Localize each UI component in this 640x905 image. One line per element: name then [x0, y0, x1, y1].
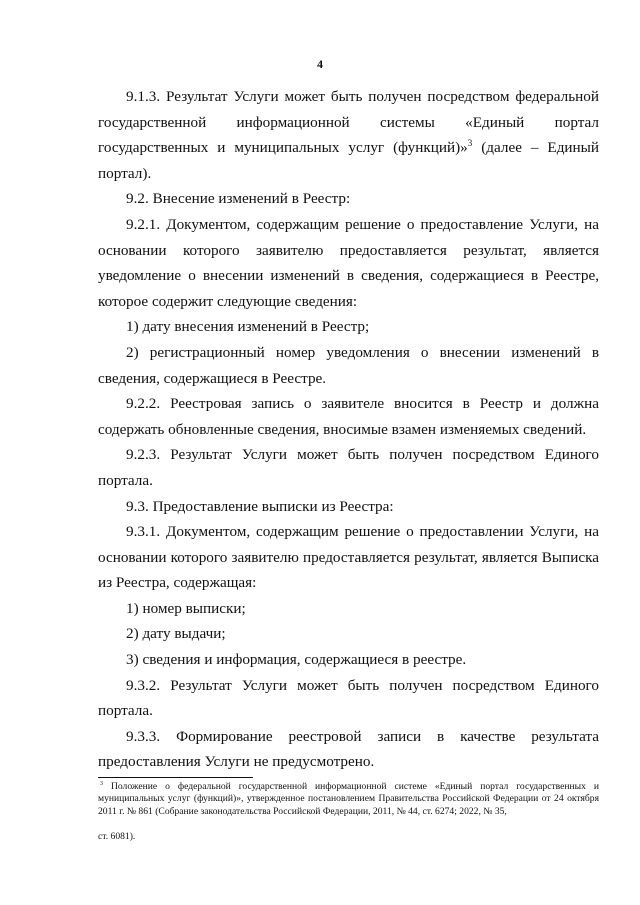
paragraph-9-1-3: [98, 84, 599, 186]
page-number: 4: [317, 57, 323, 71]
paragraph-text-tail: (далее – Единый портал).: [98, 139, 600, 182]
paragraph-9-2-2: 9.2.2. Реестровая запись о заявителе вносится в Реестр и должна содержать обновленные сведения, вносимые взамен изменяемых сведений.: [98, 395, 599, 438]
heading-9-2: 9.2. Внесение изменений в Реестр:: [126, 190, 351, 208]
paragraph-9-3-2: 9.3.2. Результат Услуги может быть получен посредством Единого портала.: [98, 676, 599, 720]
footnote-reference: 3: [467, 138, 473, 149]
footnote-continuation: ст. 6081).: [98, 831, 136, 842]
paragraph-9-3-3: 9.3.3. Формирование реестровой записи в качестве результата предоставления Услуги не предусмотрено.: [98, 727, 599, 771]
footnote-separator: [98, 777, 253, 778]
list-item-9-3-1-1: 1) номер выписки;: [126, 599, 246, 617]
document-body: [98, 84, 599, 775]
list-item-9-2-1-1: 1) дату внесения изменений в Реестр;: [126, 318, 370, 336]
paragraph-9-2-3: 9.2.3. Результат Услуги может быть получен посредством Единого портала.: [98, 446, 599, 489]
footnote-text: Положение о федеральной государственной информационной системе «Единый портал государственных и муниципальных услуг (функций)», утвержденное постановлением Правительства Российской Федерации от 24 октября 2011 г. № 861 (Собрание законодательства Российской Федерации, 2011, № 44, ст. 6274; 2022, № 35,: [98, 781, 599, 817]
paragraph-9-2-1: 9.2.1. Документом, содержащим решение о предоставление Услуги, на основании которого заявителю предоставляется результат, является уведомление о внесении изменений в сведения, содержащиеся в Реестре, которое содержит следующие сведения:: [98, 215, 599, 310]
heading-9-3: 9.3. Предоставление выписки из Реестра:: [126, 497, 394, 515]
paragraph-text: 9.1.3. Результат Услуги может быть получен посредством федеральной государственной информационной системы «Единый портал государственных и муниципальных услуг (функций)»: [98, 88, 599, 157]
list-item-9-2-1-2: 2) регистрационный номер уведомления о внесении изменений в сведения, содержащиеся в Реестре.: [98, 343, 599, 387]
footnote-marker: 3: [100, 780, 103, 787]
list-item-9-3-1-2: 2) дату выдачи;: [126, 625, 226, 643]
list-item-9-3-1-3: 3) сведения и информация, содержащиеся в реестре.: [126, 651, 467, 669]
footnote: [98, 781, 599, 818]
paragraph-9-3-1: 9.3.1. Документом, содержащим решение о предоставлении Услуги, на основании которого заявителю предоставляется результат, является Выписка из Реестра, содержащая:: [98, 523, 599, 592]
